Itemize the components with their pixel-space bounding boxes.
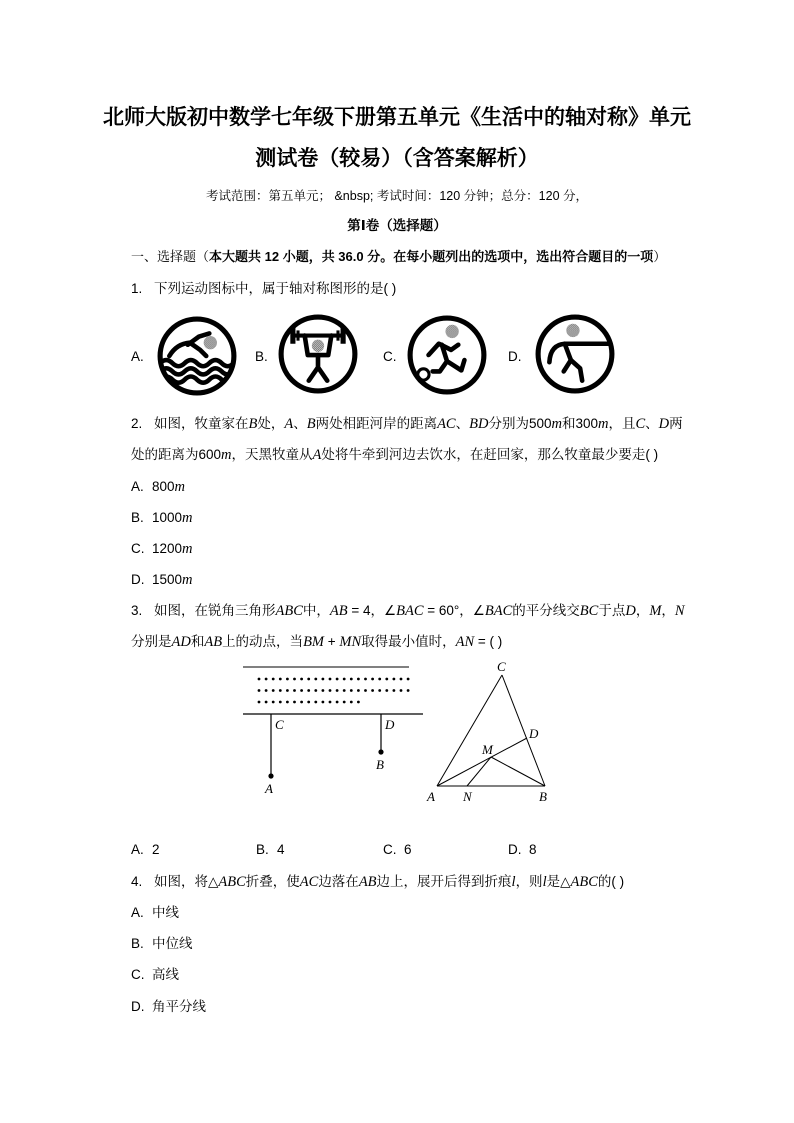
fencer-arm-and-blade (549, 344, 608, 362)
math-variable: AN (455, 634, 475, 650)
fencer-figure (549, 344, 608, 381)
option-label: A. (131, 905, 144, 920)
lifter-head (312, 340, 324, 352)
option-text: 1000m (152, 510, 193, 526)
math-variable: AB (358, 874, 377, 890)
math-variable: m (221, 447, 232, 463)
point-a (268, 773, 273, 778)
question-3-option-d (508, 840, 537, 860)
label-d: D (529, 726, 539, 741)
option-label: D. (131, 572, 145, 587)
fencer-leg-left (564, 344, 571, 372)
river-figure (243, 667, 423, 796)
option-label: B. (256, 842, 269, 857)
question-2-option-d (131, 570, 193, 590)
math-variable: m (174, 479, 186, 495)
math-variable: AB (204, 634, 223, 650)
question-3-stem-line-2: 分别是AD和AB上的动点，当BM + MN取得最小值时，AN = ( ) (131, 634, 503, 650)
math-variable: l (542, 874, 547, 890)
player-figure (429, 344, 465, 372)
question-number: 3. (131, 603, 143, 618)
question-1-option-c-label: C. (383, 349, 397, 364)
math-variable: m (182, 572, 193, 588)
question-2-stem-line-1 (131, 414, 683, 434)
barbell-plate-right (341, 327, 346, 343)
fencing-icon (534, 313, 616, 395)
player-head (445, 325, 458, 338)
question-number: 4. (131, 874, 143, 889)
math-variable: MN (339, 634, 362, 650)
wave-line (160, 368, 234, 374)
label-m: M (482, 742, 493, 757)
math-variable: ABC (275, 603, 303, 619)
question-4-option-a (131, 903, 179, 923)
math-variable: m (182, 510, 193, 526)
option-label: D. (131, 999, 145, 1014)
math-variable: ABC (570, 874, 598, 890)
label-d: D (385, 717, 395, 732)
math-variable: D (625, 603, 636, 619)
math-variable: ABC (218, 874, 246, 890)
point-b (378, 749, 383, 754)
option-label: A. (131, 479, 144, 494)
label-n: N (463, 789, 472, 804)
math-variable: m (598, 416, 609, 432)
question-1-stem (131, 279, 396, 299)
question-number: 1. (131, 281, 143, 296)
question-3-stem-line-1 (131, 601, 685, 621)
math-variable: l (511, 874, 516, 890)
math-variable: AC (299, 874, 319, 890)
math-variable: B (248, 416, 258, 432)
math-variable: BAC (396, 603, 424, 619)
question-3-option-a (131, 840, 160, 860)
option-text: 2 (152, 842, 160, 857)
segment-mb (491, 757, 545, 786)
question-text: 下列运动图标中，属于轴对称图形的是( ) (154, 281, 397, 296)
label-b: B (539, 789, 547, 804)
question-3-option-b (256, 840, 285, 860)
option-label: C. (383, 842, 397, 857)
option-label: C. (131, 967, 145, 982)
math-variable: m (551, 416, 562, 432)
section-heading-instructions: 本大题共 12 小题，共 36.0 分。在每小题列出的选项中，选出符合题目的一项 (209, 249, 654, 264)
math-variable: B (306, 416, 316, 432)
soccer-icon (406, 314, 488, 396)
side-ac (437, 675, 502, 786)
wave-line (160, 360, 234, 366)
section-heading-suffix: ） (653, 249, 667, 264)
question-4-option-d (131, 997, 206, 1017)
math-variable: AB (329, 603, 348, 619)
segment-mn (467, 757, 491, 786)
option-text: 中线 (152, 905, 179, 920)
question-2-option-b (131, 508, 193, 528)
label-a: A (427, 789, 435, 804)
option-label: A. (131, 842, 144, 857)
question-2-stem-line-2: 处的距离为600m，天黑牧童从A处将牛牵到河边去饮水，在赶回家，那么牧童最少要走( ) (131, 447, 659, 463)
option-text: 6 (404, 842, 412, 857)
side-cb (502, 675, 545, 786)
option-text: 4 (277, 842, 285, 857)
option-text: 角平分线 (152, 999, 206, 1014)
option-text: 高线 (152, 967, 179, 982)
label-a: A (265, 781, 273, 796)
option-text: 800m (152, 479, 186, 495)
swimmer-head (204, 336, 217, 349)
math-variable: M (649, 603, 662, 619)
question-text: 如图，将△ABC折叠，使AC边落在AB边上，展开后得到折痕l，则l是△ABC的( ) (154, 874, 625, 890)
question-3-option-c (383, 840, 412, 860)
math-variable: BM (303, 634, 324, 650)
part-title: 第Ⅰ卷（选择题） (347, 218, 447, 233)
question-2-option-a (131, 477, 185, 497)
math-variable: C (635, 416, 646, 432)
swimming-icon (156, 315, 238, 397)
option-text: 8 (529, 842, 537, 857)
math-variable: m (182, 541, 193, 557)
barbell-collar-left (296, 330, 299, 340)
math-variable: A (284, 416, 294, 432)
option-label: B. (131, 936, 144, 951)
question-number: 2. (131, 416, 143, 431)
question-text: 如图，在锐角三角形ABC中，AB = 4，∠BAC = 60°，∠BAC的平分线交BC于点D，M，N (154, 603, 685, 619)
option-text: 中位线 (152, 936, 193, 951)
math-variable: AD (171, 634, 191, 650)
swimmer-figure (160, 333, 234, 382)
document-title-line-1: 北师大版初中数学七年级下册第五单元《生活中的轴对称》单元 (103, 105, 691, 129)
option-text: 1500m (152, 572, 193, 588)
question-1-option-b-label: B. (255, 349, 268, 364)
question-4-option-c (131, 965, 179, 985)
math-variable: N (674, 603, 685, 619)
document-title-line-2: 测试卷（较易）（含答案解析） (255, 146, 539, 170)
math-variable: AC (437, 416, 456, 432)
exam-info: 考试范围：第五单元； &nbsp; 考试时间：120 分钟；总分：120 分， (205, 189, 589, 203)
question-1-option-a-label: A. (131, 349, 144, 364)
question-4-option-b (131, 934, 193, 954)
math-variable: BD (469, 416, 489, 432)
question-text: 如图，牧童家在B处，A、B两处相距河岸的距离AC、BD分别为500m和300m，且C、D两 (154, 416, 683, 432)
option-label: C. (131, 541, 145, 556)
label-b: B (376, 757, 384, 772)
section-heading-prefix: 一、选择题（ (131, 249, 210, 264)
barbell-collar-right (336, 330, 339, 340)
math-variable: A (312, 447, 322, 463)
question-1-option-d-label: D. (508, 349, 522, 364)
barbell-plate-left (290, 327, 295, 343)
math-variable: D (658, 416, 670, 432)
weightlifting-icon (277, 313, 359, 395)
section-heading (131, 247, 666, 267)
option-label: D. (508, 842, 522, 857)
question-figures (230, 652, 560, 808)
player-leg-right (447, 360, 464, 370)
question-2-option-c (131, 539, 193, 559)
math-variable: BC (579, 603, 599, 619)
fencer-head (566, 324, 579, 337)
soccer-ball (418, 369, 429, 380)
label-c: C (497, 659, 506, 674)
fencer-leg-right (571, 360, 582, 381)
question-4-stem (131, 872, 624, 892)
lifter-legs (309, 355, 327, 381)
option-text: 1200m (152, 541, 193, 557)
label-c: C (275, 717, 284, 732)
math-variable: BAC (484, 603, 513, 619)
option-label: B. (131, 510, 144, 525)
